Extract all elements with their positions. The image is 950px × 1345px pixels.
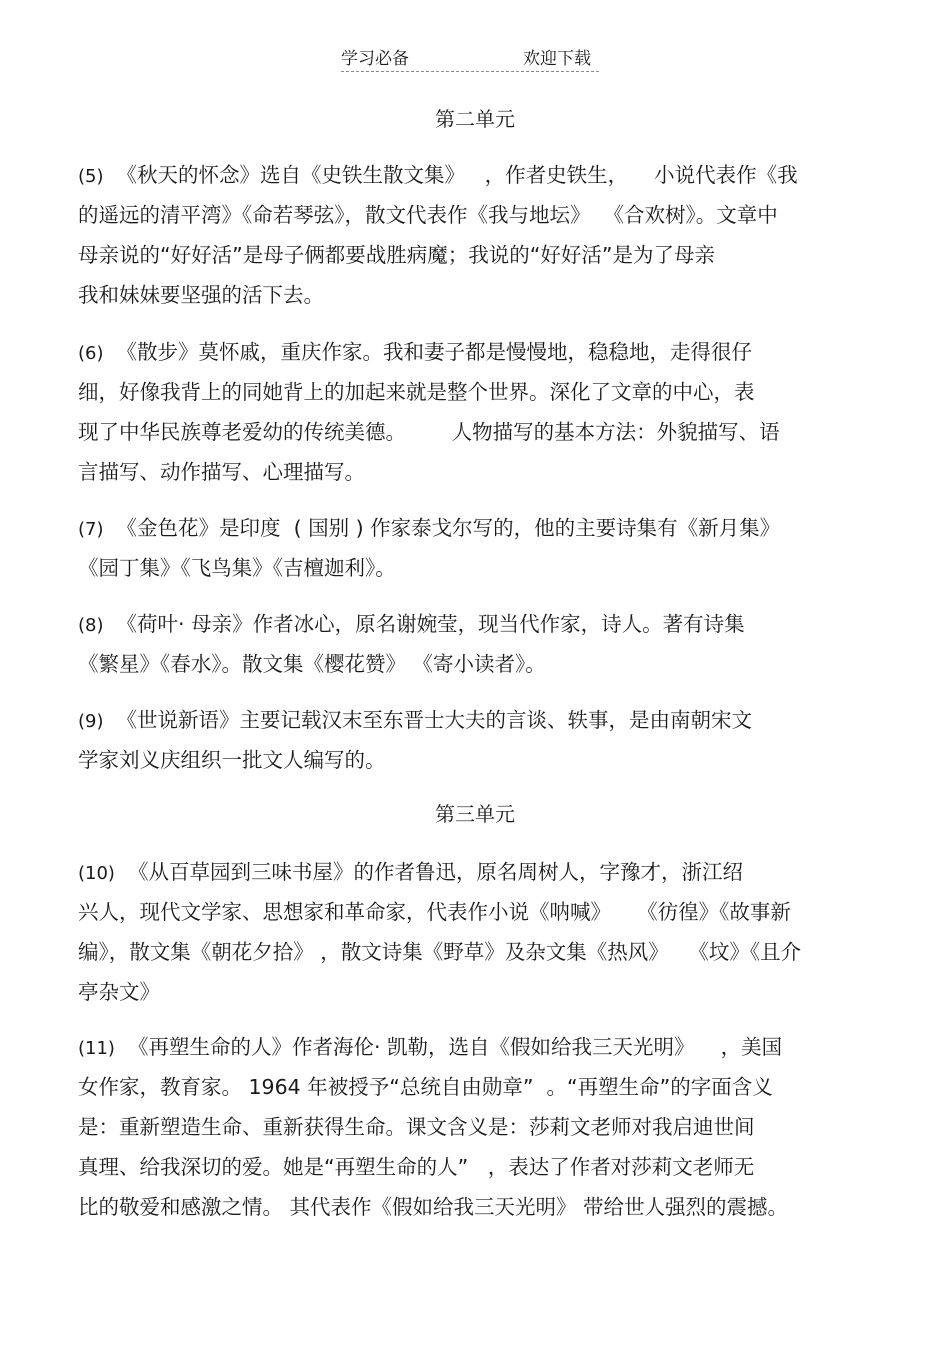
paragraph-line [78,508,868,548]
paragraph-line [78,700,868,740]
paragraph-line [78,155,868,195]
paragraph-line: 真理、给我深切的爱。她是“再塑生命的人” ，表达了作者对莎莉文老师无 [78,1155,755,1179]
line-text: 《从百草园到三味书屋》的作者鲁迅，原名周树人，字豫才，浙江绍 [114,860,743,884]
paragraph-line [78,604,868,644]
paragraph-line: 比的敬爱和感激之情。 其代表作《假如给我三天光明》 带给世人强烈的震撼。 [78,1195,789,1219]
paragraph-line: 言描写、动作描写、心理描写。 [78,460,365,484]
line-text: 《秋天的怀念》选自《史铁生散文集》 ，作者史铁生， 小说代表作《我 [103,163,798,187]
paragraph-line [78,332,868,372]
paragraph-11 [78,1027,868,1227]
line-text: 《世说新语》主要记载汉末至东晋士大夫的言谈、轶事，是由南朝宋文 [103,708,753,732]
line-text: 《再塑生命的人》作者海伦· 凯勒，选自《假如给我三天光明》 ，美国 [114,1035,783,1059]
paragraph-line: 细，好像我背上的同她背上的加起来就是整个世界。深化了文章的中心，表 [78,380,755,404]
paragraph-line: 现了中华民族尊老爱幼的传统美德。 人物描写的基本方法：外貌描写、语 [78,420,780,444]
paragraph-10 [78,852,868,1012]
paragraph-number: (7) [78,519,104,540]
paragraph-line: 兴人，现代文学家、思想家和革命家，代表作小说《呐喊》 《彷徨》《故事新 [78,900,791,924]
paragraph-line: 是：重新塑造生命、重新获得生命。课文含义是：莎莉文老师对我启迪世间 [78,1115,755,1139]
paragraph-8 [78,604,868,684]
paragraph-line: 编》，散文集《朝花夕拾》 ，散文诗集《野草》及杂文集《热风》 《坟》《且介 [78,940,802,964]
unit-title-2: 第二单元 [435,107,515,131]
paragraph-5 [78,155,868,315]
paragraph-number: (6) [78,343,104,364]
paragraph-number: (11) [78,1038,115,1059]
paragraph-line: 的遥远的清平湾》《命若琴弦》，散文代表作《我与地坛》 《合欢树》。文章中 [78,203,778,227]
paragraph-6 [78,332,868,492]
page-header [0,46,950,74]
paragraph-number: (8) [78,615,104,636]
paragraph-line: 《繁星》《春水》。散文集《樱花赞》 《寄小读者》。 [78,652,546,676]
header-left-text: 学习必备 [341,49,409,69]
paragraph-7 [78,508,868,588]
paragraph-line: 母亲说的“好好活”是母子俩都要战胜病魔；我说的“好好活”是为了母亲 [78,243,715,267]
paragraph-line: 我和妹妹要坚强的活下去。 [78,283,324,307]
line-text: 《金色花》是印度 ( 国别 ) 作家泰戈尔写的，他的主要诗集有《新月集》 [103,516,781,540]
paragraph-number: (10) [78,863,115,884]
line-text: 《荷叶· 母亲》作者冰心，原名谢婉莹，现当代作家，诗人。著有诗集 [103,612,745,636]
paragraph-line: 《园丁集》《飞鸟集》《吉檀迦利》。 [78,556,396,580]
paragraph-line: 女作家，教育家。 1964 年被授予“总统自由勋章” 。“再塑生命”的字面含义 [78,1075,773,1099]
paragraph-line [78,1027,868,1067]
unit-title-3: 第三单元 [435,802,515,826]
header-right-text: 欢迎下载 [523,49,591,69]
paragraph-number: (9) [78,711,104,732]
paragraph-9 [78,700,868,780]
paragraph-line: 学家刘义庆组织一批文人编写的。 [78,748,386,772]
header-underline [341,71,599,72]
paragraph-number: (5) [78,166,104,187]
line-text: 《散步》莫怀戚，重庆作家。我和妻子都是慢慢地，稳稳地，走得很仔 [103,340,753,364]
paragraph-line: 亭杂文》 [78,980,160,1004]
paragraph-line [78,852,868,892]
